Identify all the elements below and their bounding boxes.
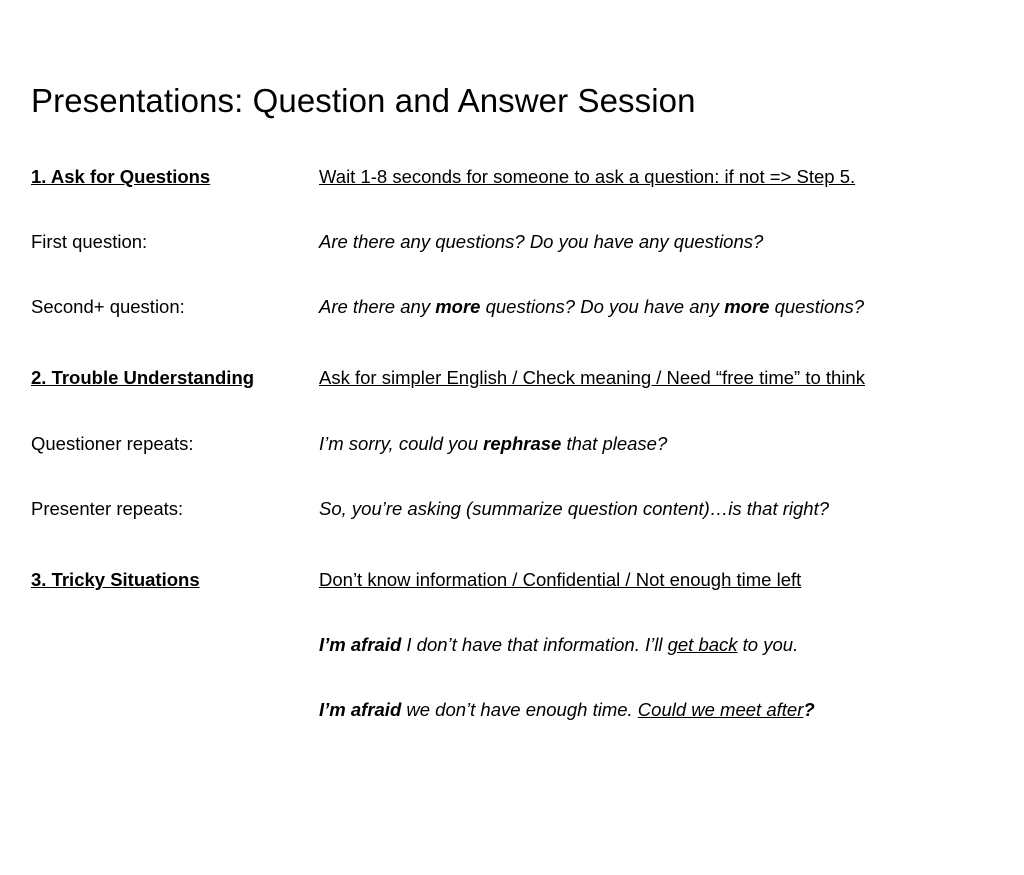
phrase-segment: rephrase (483, 432, 562, 454)
row-spacer (31, 318, 993, 366)
phrase-segment: questions? Do you have any (480, 296, 725, 318)
section-heading-label: 2. Trouble Understanding (31, 367, 255, 389)
content-row (31, 633, 993, 656)
section-heading-row (31, 568, 993, 591)
row-spacer (31, 188, 993, 230)
row-label: Second+ question: (31, 296, 185, 318)
phrase-segment: So, you’re asking (summarize question content)…is that right? (319, 497, 830, 519)
row-spacer (31, 591, 993, 633)
phrase-segment: that please? (561, 432, 668, 454)
row-phrase (319, 497, 993, 520)
phrase-segment: more (435, 296, 481, 318)
phrase-segment: I’m afraid (319, 699, 402, 720)
row-phrase (319, 230, 993, 253)
row-phrase (319, 295, 993, 318)
page-title: Presentations: Question and Answer Session (31, 82, 696, 119)
phrase-segment: get back (667, 633, 738, 655)
phrase-segment: ? (803, 699, 815, 720)
section-heading-row (31, 165, 993, 188)
row-spacer (31, 455, 993, 497)
section-heading-text: Don’t know information / Confidential / Not enough time left (319, 568, 802, 590)
row-spacer (31, 520, 993, 568)
content-row (31, 295, 993, 318)
content-rows (31, 165, 993, 721)
row-label: Questioner repeats: (31, 432, 194, 454)
phrase-segment: Are there any questions? Do you have any questions? (319, 231, 764, 253)
section-heading-label: 1. Ask for Questions (31, 166, 211, 187)
row-phrase (319, 432, 993, 455)
phrase-segment: I’m afraid (319, 633, 402, 655)
content-row (31, 432, 993, 455)
section-heading-text: Wait 1-8 seconds for someone to ask a question: if not => Step 5. (319, 166, 856, 187)
content-row (31, 230, 993, 253)
phrase-segment: Are there any (319, 296, 436, 318)
section-heading-text: Ask for simpler English / Check meaning / Need “free time” to think (319, 367, 865, 389)
row-spacer (31, 253, 993, 295)
row-spacer (31, 656, 993, 698)
phrase-segment: to you. (737, 633, 799, 655)
row-label: Presenter repeats: (31, 497, 184, 519)
row-phrase (319, 633, 993, 656)
section-heading-label: 3. Tricky Situations (31, 568, 200, 590)
row-label: First question: (31, 231, 148, 253)
content-row (31, 497, 993, 520)
phrase-segment: Could we meet after (637, 699, 804, 720)
row-spacer (31, 390, 993, 432)
phrase-segment: more (724, 296, 770, 318)
phrase-segment: I don’t have that information. I’ll (401, 633, 668, 655)
phrase-segment: questions? (769, 296, 865, 318)
section-heading-row (31, 366, 993, 389)
content-row (31, 698, 993, 721)
phrase-segment: I’m sorry, could you (319, 432, 484, 454)
row-phrase (319, 698, 993, 721)
phrase-segment: we don’t have enough time. (401, 699, 638, 720)
